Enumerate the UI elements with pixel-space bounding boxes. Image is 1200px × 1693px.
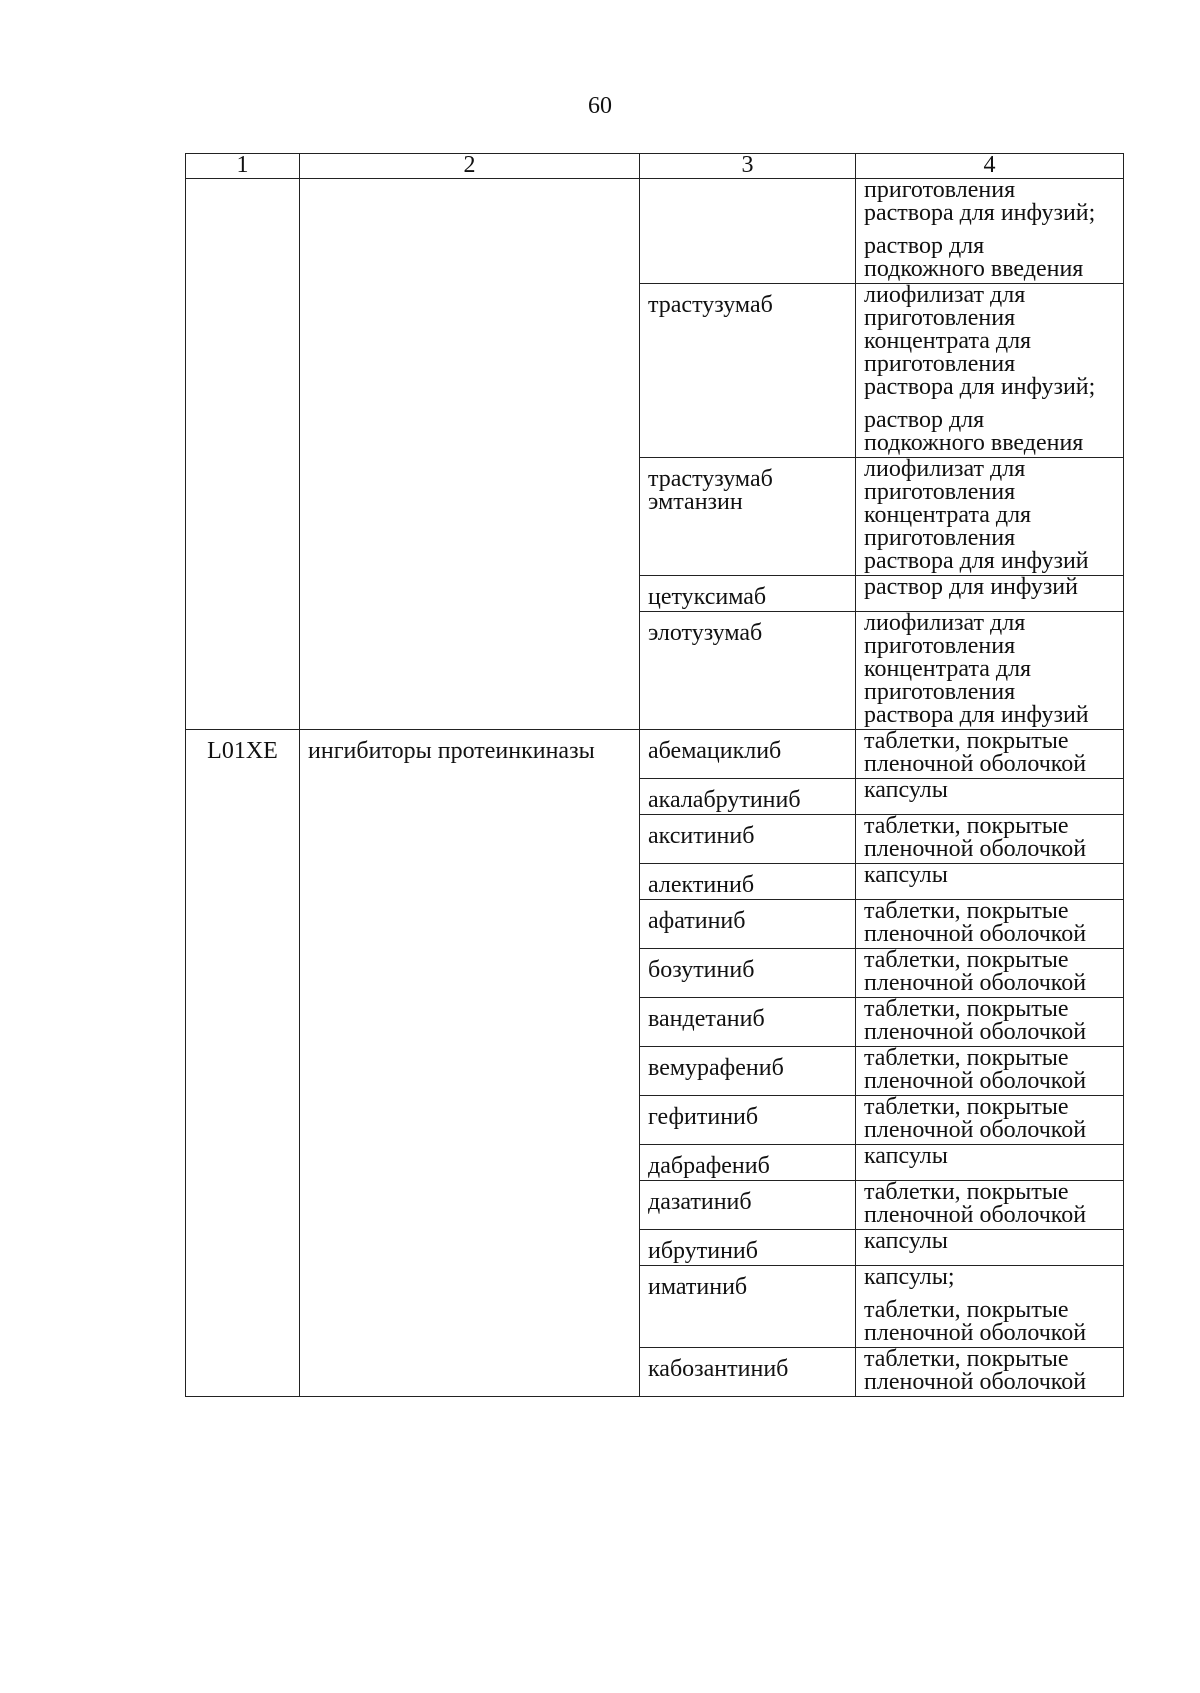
dosage-form-cell [856, 1145, 1124, 1181]
dosage-form-line: пленочной оболочкой [864, 1369, 1087, 1395]
atc-group-name-cell: ингибиторы протеинкиназы [300, 730, 640, 1397]
dosage-form-line: пленочной оболочкой [864, 970, 1087, 996]
dosage-form-line: пленочной оболочкой [864, 1202, 1087, 1228]
column-header-2: 2 [300, 154, 640, 179]
drug-name: дабрафениб [648, 1153, 770, 1179]
drug-name-cell [640, 998, 856, 1047]
group-cell-empty [300, 179, 640, 730]
dosage-form-line: капсулы [864, 1143, 948, 1169]
dosage-form-line: приготовления [864, 633, 1016, 659]
dosage-form-line: пленочной оболочкой [864, 836, 1087, 862]
dosage-form [864, 612, 1119, 727]
dosage-form-line: приготовления [864, 305, 1016, 331]
drug-name: бозутиниб [648, 957, 755, 983]
dosage-form-cell [856, 949, 1124, 998]
drug-name: дазатиниб [648, 1189, 752, 1215]
dosage-form-line: таблетки, покрытые [864, 728, 1069, 754]
dosage-form [864, 576, 1119, 599]
drug-name-cell [640, 1348, 856, 1397]
dosage-form-line: лиофилизат для [864, 610, 1026, 636]
dosage-form-cell [856, 1348, 1124, 1397]
dosage-form [864, 1047, 1119, 1093]
dosage-form-cell [856, 1047, 1124, 1096]
dosage-form-line: приготовления [864, 679, 1016, 705]
dosage-form-line: раствор для инфузий [864, 574, 1078, 600]
dosage-form-cell [856, 179, 1124, 284]
drug-name-cell [640, 1230, 856, 1266]
drug-name: цетуксимаб [648, 584, 767, 610]
drug-name: ибрутиниб [648, 1238, 758, 1264]
dosage-form-cell [856, 576, 1124, 612]
drug-name-cell [640, 949, 856, 998]
table-body [186, 179, 1124, 1397]
dosage-form [864, 235, 1119, 281]
dosage-form-line: концентрата для [864, 656, 1032, 682]
dosage-form [864, 1181, 1119, 1227]
dosage-form-line: таблетки, покрытые [864, 1346, 1069, 1372]
dosage-form-line: приготовления [864, 351, 1016, 377]
drug-name-cell [640, 1145, 856, 1181]
table-header-row [186, 154, 1124, 179]
dosage-form-line: пленочной оболочкой [864, 1068, 1087, 1094]
drug-name: вандетаниб [648, 1006, 765, 1032]
drug-name: алектиниб [648, 872, 755, 898]
dosage-form-line: таблетки, покрытые [864, 813, 1069, 839]
dosage-form [864, 284, 1119, 399]
dosage-form [864, 864, 1119, 887]
drug-name: гефитиниб [648, 1104, 759, 1130]
drug-name: элотузумаб [648, 620, 763, 646]
dosage-form-line: пленочной оболочкой [864, 921, 1087, 947]
dosage-form-line: концентрата для [864, 328, 1032, 354]
page-number: 60 [588, 93, 612, 119]
dosage-form-line: таблетки, покрытые [864, 996, 1069, 1022]
dosage-form-line: пленочной оболочкой [864, 1019, 1087, 1045]
dosage-form [864, 779, 1119, 802]
dosage-form-line: капсулы [864, 862, 948, 888]
drug-name-cell [640, 1047, 856, 1096]
dosage-form-cell [856, 864, 1124, 900]
dosage-form [864, 458, 1119, 573]
drug-name-cell [640, 1181, 856, 1230]
dosage-form-line: раствора для инфузий; [864, 374, 1096, 400]
dosage-form-line: пленочной оболочкой [864, 1320, 1087, 1346]
dosage-form [864, 815, 1119, 861]
dosage-form-line: таблетки, покрытые [864, 947, 1069, 973]
dosage-form-cell [856, 612, 1124, 730]
dosage-form-line: приготовления [864, 525, 1016, 551]
drug-name-cell [640, 1266, 856, 1348]
dosage-form-line: таблетки, покрытые [864, 1094, 1069, 1120]
dosage-form-cell [856, 458, 1124, 576]
dosage-form [864, 179, 1119, 225]
dosage-form-cell [856, 1096, 1124, 1145]
dosage-form-cell [856, 779, 1124, 815]
drug-name: трастузумаб [648, 292, 773, 318]
dosage-form [864, 900, 1119, 946]
dosage-form-line: капсулы [864, 1228, 948, 1254]
dosage-form-line: раствора для инфузий [864, 702, 1089, 728]
drug-name: акалабрутиниб [648, 787, 801, 813]
dosage-form-line: приготовления [864, 177, 1016, 203]
dosage-form [864, 1348, 1119, 1394]
drug-name: акситиниб [648, 823, 755, 849]
dosage-form-line: концентрата для [864, 502, 1032, 528]
drug-name-cell [640, 458, 856, 576]
dosage-form-line: приготовления [864, 479, 1016, 505]
dosage-form [864, 998, 1119, 1044]
drug-name: трастузумаб [648, 466, 773, 492]
dosage-form-cell [856, 900, 1124, 949]
dosage-form-line: раствор для [864, 407, 985, 433]
drug-name-cell [640, 612, 856, 730]
dosage-form-cell [856, 998, 1124, 1047]
drug-name-cell [640, 900, 856, 949]
drug-name: вемурафениб [648, 1055, 784, 1081]
dosage-form-line: таблетки, покрытые [864, 1297, 1069, 1323]
drug-name-cell [640, 1096, 856, 1145]
dosage-form-cell [856, 1266, 1124, 1348]
column-header-3: 3 [640, 154, 856, 179]
dosage-form-line: лиофилизат для [864, 282, 1026, 308]
drug-name-cell [640, 864, 856, 900]
drug-name: афатиниб [648, 908, 746, 934]
column-header-4: 4 [856, 154, 1124, 179]
dosage-form-line: подкожного введения [864, 256, 1084, 282]
code-cell-empty [186, 179, 300, 730]
dosage-form-cell [856, 730, 1124, 779]
dosage-form-line: таблетки, покрытые [864, 1045, 1069, 1071]
dosage-form-line: раствора для инфузий; [864, 200, 1096, 226]
dosage-form [864, 1266, 1119, 1289]
dosage-form [864, 409, 1119, 455]
dosage-form [864, 1145, 1119, 1168]
dosage-form-line: раствор для [864, 233, 985, 259]
drug-name-cell [640, 779, 856, 815]
dosage-form-line: лиофилизат для [864, 456, 1026, 482]
drug-name-cell [640, 284, 856, 458]
dosage-form-line: раствора для инфузий [864, 548, 1089, 574]
drug-name-cell [640, 576, 856, 612]
dosage-form [864, 730, 1119, 776]
dosage-form-cell [856, 815, 1124, 864]
drug-name-cell [640, 730, 856, 779]
dosage-form-line: пленочной оболочкой [864, 1117, 1087, 1143]
drug-name: иматиниб [648, 1274, 748, 1300]
dosage-form-cell [856, 284, 1124, 458]
column-header-1: 1 [186, 154, 300, 179]
table-row [186, 179, 1124, 284]
atc-code-cell: L01XE [186, 730, 300, 1397]
drug-table [185, 153, 1124, 1397]
dosage-form-line: таблетки, покрытые [864, 898, 1069, 924]
dosage-form [864, 1096, 1119, 1142]
dosage-form-line: пленочной оболочкой [864, 751, 1087, 777]
dosage-form-cell [856, 1230, 1124, 1266]
dosage-form-line: капсулы [864, 777, 948, 803]
dosage-form-cell [856, 1181, 1124, 1230]
drug-name-cell-empty [640, 179, 856, 284]
dosage-form [864, 1230, 1119, 1253]
drug-name: кабозантиниб [648, 1356, 789, 1382]
dosage-form-line: капсулы; [864, 1264, 955, 1290]
drug-name-cell [640, 815, 856, 864]
dosage-form [864, 1299, 1119, 1345]
dosage-form [864, 949, 1119, 995]
table-row [186, 730, 1124, 779]
drug-name: абемациклиб [648, 738, 782, 764]
dosage-form-line: подкожного введения [864, 430, 1084, 456]
drug-name: эмтанзин [648, 489, 743, 515]
dosage-form-line: таблетки, покрытые [864, 1179, 1069, 1205]
